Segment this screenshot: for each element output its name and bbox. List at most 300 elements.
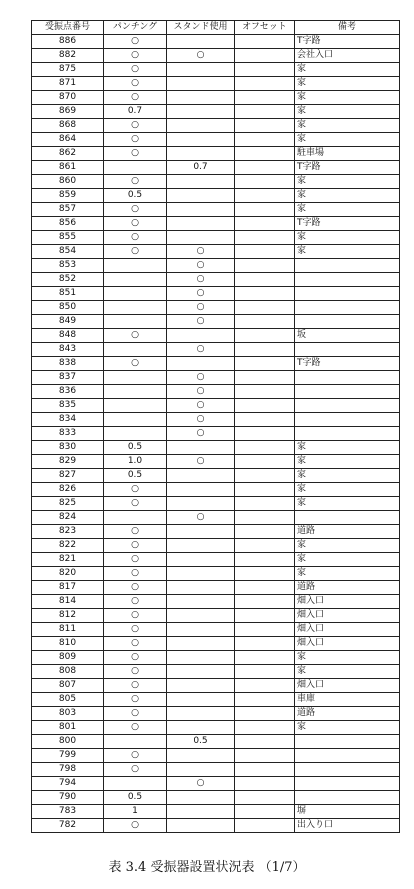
remarks-cell: T字路	[295, 357, 400, 371]
receiver-point-cell: 822	[32, 539, 104, 553]
remarks-cell: 家	[295, 119, 400, 133]
receiver-point-cell: 861	[32, 161, 104, 175]
receiver-point-cell: 830	[32, 441, 104, 455]
remarks-cell: 道路	[295, 525, 400, 539]
remarks-cell: 家	[295, 721, 400, 735]
stand-use-cell	[167, 497, 235, 511]
punching-cell: ○	[104, 49, 167, 63]
offset-cell	[235, 805, 295, 819]
remarks-cell: 家	[295, 455, 400, 469]
punching-cell	[104, 385, 167, 399]
table-row	[32, 175, 400, 189]
stand-use-cell: ○	[167, 427, 235, 441]
receiver-point-cell: 838	[32, 357, 104, 371]
offset-cell	[235, 735, 295, 749]
receiver-point-cell: 850	[32, 301, 104, 315]
offset-cell	[235, 525, 295, 539]
table-row	[32, 315, 400, 329]
remarks-cell	[295, 273, 400, 287]
remarks-cell: T字路	[295, 161, 400, 175]
punching-cell: ○	[104, 483, 167, 497]
table-row	[32, 343, 400, 357]
remarks-cell: 家	[295, 189, 400, 203]
stand-use-cell	[167, 133, 235, 147]
table-row	[32, 679, 400, 693]
offset-cell	[235, 301, 295, 315]
remarks-cell: 家	[295, 539, 400, 553]
punching-cell: ○	[104, 693, 167, 707]
receiver-point-cell: 801	[32, 721, 104, 735]
stand-use-cell	[167, 763, 235, 777]
offset-cell	[235, 203, 295, 217]
receiver-point-cell: 859	[32, 189, 104, 203]
offset-cell	[235, 679, 295, 693]
receiver-point-cell: 871	[32, 77, 104, 91]
receiver-point-cell: 860	[32, 175, 104, 189]
remarks-cell: 車庫	[295, 693, 400, 707]
punching-cell: ○	[104, 91, 167, 105]
receiver-installation-table	[31, 20, 400, 833]
remarks-cell: 家	[295, 665, 400, 679]
stand-use-cell: ○	[167, 511, 235, 525]
receiver-point-cell: 848	[32, 329, 104, 343]
stand-use-cell	[167, 147, 235, 161]
remarks-cell	[295, 315, 400, 329]
receiver-point-cell: 886	[32, 35, 104, 49]
table-row	[32, 637, 400, 651]
table-row	[32, 721, 400, 735]
stand-use-cell	[167, 175, 235, 189]
stand-use-cell	[167, 707, 235, 721]
stand-use-cell	[167, 105, 235, 119]
offset-cell	[235, 539, 295, 553]
stand-use-cell	[167, 693, 235, 707]
table-row	[32, 35, 400, 49]
table-row	[32, 119, 400, 133]
offset-cell	[235, 217, 295, 231]
remarks-cell: 畑入口	[295, 595, 400, 609]
table-row	[32, 301, 400, 315]
punching-cell: ○	[104, 147, 167, 161]
remarks-cell: 家	[295, 105, 400, 119]
offset-cell	[235, 469, 295, 483]
table-row	[32, 749, 400, 763]
table-row	[32, 441, 400, 455]
punching-cell: 1.0	[104, 455, 167, 469]
table-row	[32, 805, 400, 819]
punching-cell: ○	[104, 623, 167, 637]
header-row	[32, 21, 400, 35]
stand-use-cell: ○	[167, 259, 235, 273]
table-row	[32, 217, 400, 231]
remarks-cell: 家	[295, 497, 400, 511]
offset-cell	[235, 511, 295, 525]
stand-use-cell: ○	[167, 287, 235, 301]
stand-use-cell	[167, 623, 235, 637]
remarks-cell: 家	[295, 175, 400, 189]
receiver-point-cell: 812	[32, 609, 104, 623]
punching-cell: ○	[104, 637, 167, 651]
remarks-cell: 家	[295, 231, 400, 245]
receiver-point-cell: 809	[32, 651, 104, 665]
offset-cell	[235, 693, 295, 707]
punching-cell: 0.5	[104, 441, 167, 455]
table-row	[32, 273, 400, 287]
stand-use-cell	[167, 119, 235, 133]
header-receiver-point: 受振点番号	[32, 21, 104, 35]
offset-cell	[235, 161, 295, 175]
stand-use-cell	[167, 203, 235, 217]
receiver-point-cell: 852	[32, 273, 104, 287]
stand-use-cell	[167, 567, 235, 581]
punching-cell	[104, 301, 167, 315]
stand-use-cell: ○	[167, 399, 235, 413]
punching-cell: ○	[104, 119, 167, 133]
stand-use-cell	[167, 231, 235, 245]
remarks-cell: 家	[295, 567, 400, 581]
offset-cell	[235, 343, 295, 357]
table-row	[32, 567, 400, 581]
offset-cell	[235, 819, 295, 833]
offset-cell	[235, 287, 295, 301]
offset-cell	[235, 623, 295, 637]
punching-cell: ○	[104, 175, 167, 189]
table-row	[32, 287, 400, 301]
stand-use-cell	[167, 189, 235, 203]
offset-cell	[235, 399, 295, 413]
stand-use-cell	[167, 819, 235, 833]
offset-cell	[235, 413, 295, 427]
receiver-point-cell: 868	[32, 119, 104, 133]
table-row	[32, 385, 400, 399]
stand-use-cell	[167, 609, 235, 623]
punching-cell	[104, 427, 167, 441]
offset-cell	[235, 175, 295, 189]
receiver-point-cell: 843	[32, 343, 104, 357]
offset-cell	[235, 77, 295, 91]
remarks-cell: 道路	[295, 707, 400, 721]
offset-cell	[235, 455, 295, 469]
stand-use-cell: ○	[167, 301, 235, 315]
remarks-cell: 家	[295, 441, 400, 455]
receiver-point-cell: 854	[32, 245, 104, 259]
punching-cell: 1	[104, 805, 167, 819]
punching-cell: 0.5	[104, 189, 167, 203]
receiver-point-cell: 875	[32, 63, 104, 77]
receiver-point-cell: 857	[32, 203, 104, 217]
offset-cell	[235, 371, 295, 385]
punching-cell	[104, 259, 167, 273]
offset-cell	[235, 581, 295, 595]
punching-cell	[104, 399, 167, 413]
receiver-point-cell: 836	[32, 385, 104, 399]
remarks-cell	[295, 371, 400, 385]
receiver-point-cell: 869	[32, 105, 104, 119]
table-row	[32, 427, 400, 441]
stand-use-cell	[167, 637, 235, 651]
table-row	[32, 469, 400, 483]
table-row	[32, 735, 400, 749]
table-row	[32, 623, 400, 637]
receiver-point-cell: 798	[32, 763, 104, 777]
table-row	[32, 483, 400, 497]
punching-cell	[104, 161, 167, 175]
offset-cell	[235, 791, 295, 805]
stand-use-cell: 0.5	[167, 735, 235, 749]
offset-cell	[235, 385, 295, 399]
offset-cell	[235, 259, 295, 273]
remarks-cell: 家	[295, 77, 400, 91]
remarks-cell: 畑入口	[295, 609, 400, 623]
table-row	[32, 203, 400, 217]
stand-use-cell: ○	[167, 385, 235, 399]
receiver-point-cell: 799	[32, 749, 104, 763]
punching-cell: ○	[104, 819, 167, 833]
receiver-point-cell: 814	[32, 595, 104, 609]
stand-use-cell: ○	[167, 49, 235, 63]
stand-use-cell	[167, 539, 235, 553]
table-row	[32, 609, 400, 623]
remarks-cell	[295, 791, 400, 805]
stand-use-cell	[167, 553, 235, 567]
table-row	[32, 819, 400, 833]
stand-use-cell: ○	[167, 343, 235, 357]
punching-cell	[104, 371, 167, 385]
receiver-point-cell: 835	[32, 399, 104, 413]
remarks-cell: 畑入口	[295, 637, 400, 651]
punching-cell: 0.5	[104, 791, 167, 805]
offset-cell	[235, 273, 295, 287]
punching-cell: ○	[104, 35, 167, 49]
stand-use-cell	[167, 721, 235, 735]
offset-cell	[235, 119, 295, 133]
stand-use-cell	[167, 63, 235, 77]
punching-cell: ○	[104, 525, 167, 539]
remarks-cell: T字路	[295, 217, 400, 231]
stand-use-cell: ○	[167, 273, 235, 287]
punching-cell: ○	[104, 245, 167, 259]
receiver-point-cell: 782	[32, 819, 104, 833]
offset-cell	[235, 595, 295, 609]
remarks-cell	[295, 427, 400, 441]
stand-use-cell: ○	[167, 455, 235, 469]
punching-cell: ○	[104, 749, 167, 763]
table-row	[32, 763, 400, 777]
punching-cell: ○	[104, 497, 167, 511]
stand-use-cell	[167, 665, 235, 679]
receiver-point-cell: 811	[32, 623, 104, 637]
receiver-point-cell: 837	[32, 371, 104, 385]
table-row	[32, 105, 400, 119]
table-row	[32, 63, 400, 77]
table-row	[32, 539, 400, 553]
receiver-point-cell: 833	[32, 427, 104, 441]
offset-cell	[235, 567, 295, 581]
stand-use-cell: ○	[167, 413, 235, 427]
receiver-point-cell: 882	[32, 49, 104, 63]
offset-cell	[235, 427, 295, 441]
punching-cell: ○	[104, 567, 167, 581]
offset-cell	[235, 721, 295, 735]
receiver-point-cell: 862	[32, 147, 104, 161]
punching-cell: ○	[104, 665, 167, 679]
offset-cell	[235, 231, 295, 245]
remarks-cell: 出入り口	[295, 819, 400, 833]
offset-cell	[235, 553, 295, 567]
remarks-cell	[295, 749, 400, 763]
remarks-cell: 駐車場	[295, 147, 400, 161]
stand-use-cell	[167, 525, 235, 539]
table-row	[32, 693, 400, 707]
remarks-cell: 家	[295, 483, 400, 497]
stand-use-cell: 0.7	[167, 161, 235, 175]
remarks-cell	[295, 413, 400, 427]
offset-cell	[235, 777, 295, 791]
offset-cell	[235, 609, 295, 623]
receiver-point-cell: 870	[32, 91, 104, 105]
stand-use-cell	[167, 651, 235, 665]
receiver-point-cell: 820	[32, 567, 104, 581]
stand-use-cell	[167, 805, 235, 819]
receiver-point-cell: 823	[32, 525, 104, 539]
table-row	[32, 133, 400, 147]
remarks-cell: 家	[295, 91, 400, 105]
table-row	[32, 665, 400, 679]
remarks-cell: 坂	[295, 329, 400, 343]
table-row	[32, 245, 400, 259]
offset-cell	[235, 665, 295, 679]
receiver-point-cell: 827	[32, 469, 104, 483]
remarks-cell	[295, 301, 400, 315]
receiver-point-cell: 834	[32, 413, 104, 427]
punching-cell	[104, 343, 167, 357]
table-row	[32, 189, 400, 203]
remarks-cell	[295, 399, 400, 413]
punching-cell: ○	[104, 651, 167, 665]
stand-use-cell	[167, 749, 235, 763]
offset-cell	[235, 189, 295, 203]
table-row	[32, 791, 400, 805]
receiver-point-cell: 800	[32, 735, 104, 749]
remarks-cell	[295, 735, 400, 749]
punching-cell: ○	[104, 679, 167, 693]
punching-cell	[104, 315, 167, 329]
remarks-cell: 家	[295, 553, 400, 567]
offset-cell	[235, 763, 295, 777]
receiver-point-cell: 810	[32, 637, 104, 651]
stand-use-cell: ○	[167, 245, 235, 259]
remarks-cell: 道路	[295, 581, 400, 595]
remarks-cell: 畑入口	[295, 623, 400, 637]
table-row	[32, 595, 400, 609]
table-row	[32, 413, 400, 427]
punching-cell: ○	[104, 553, 167, 567]
punching-cell	[104, 511, 167, 525]
offset-cell	[235, 91, 295, 105]
table-row	[32, 161, 400, 175]
punching-cell: ○	[104, 203, 167, 217]
offset-cell	[235, 707, 295, 721]
table-row	[32, 497, 400, 511]
receiver-point-cell: 849	[32, 315, 104, 329]
header-punching: パンチング	[104, 21, 167, 35]
punching-cell: ○	[104, 763, 167, 777]
offset-cell	[235, 133, 295, 147]
receiver-point-cell: 790	[32, 791, 104, 805]
stand-use-cell	[167, 595, 235, 609]
table-row	[32, 707, 400, 721]
remarks-cell: 家	[295, 133, 400, 147]
table-row	[32, 357, 400, 371]
stand-use-cell: ○	[167, 371, 235, 385]
receiver-point-cell: 803	[32, 707, 104, 721]
remarks-cell: 家	[295, 203, 400, 217]
stand-use-cell	[167, 441, 235, 455]
offset-cell	[235, 357, 295, 371]
offset-cell	[235, 749, 295, 763]
offset-cell	[235, 497, 295, 511]
table-row	[32, 231, 400, 245]
table-row	[32, 371, 400, 385]
offset-cell	[235, 245, 295, 259]
remarks-cell	[295, 259, 400, 273]
table-row	[32, 651, 400, 665]
table-row	[32, 147, 400, 161]
remarks-cell: 家	[295, 245, 400, 259]
remarks-cell: 家	[295, 651, 400, 665]
receiver-point-cell: 864	[32, 133, 104, 147]
stand-use-cell	[167, 91, 235, 105]
table-row	[32, 455, 400, 469]
offset-cell	[235, 441, 295, 455]
punching-cell: 0.7	[104, 105, 167, 119]
punching-cell: ○	[104, 539, 167, 553]
receiver-point-cell: 851	[32, 287, 104, 301]
receiver-point-cell: 853	[32, 259, 104, 273]
remarks-cell	[295, 343, 400, 357]
stand-use-cell: ○	[167, 315, 235, 329]
punching-cell: ○	[104, 357, 167, 371]
remarks-cell: 会社入口	[295, 49, 400, 63]
remarks-cell	[295, 287, 400, 301]
stand-use-cell	[167, 217, 235, 231]
offset-cell	[235, 483, 295, 497]
offset-cell	[235, 637, 295, 651]
table-row	[32, 91, 400, 105]
table-row	[32, 329, 400, 343]
punching-cell	[104, 273, 167, 287]
header-stand-use: スタンド使用	[167, 21, 235, 35]
table-row	[32, 525, 400, 539]
offset-cell	[235, 105, 295, 119]
offset-cell	[235, 63, 295, 77]
receiver-point-cell: 826	[32, 483, 104, 497]
stand-use-cell	[167, 77, 235, 91]
punching-cell: ○	[104, 707, 167, 721]
receiver-point-cell: 808	[32, 665, 104, 679]
stand-use-cell	[167, 679, 235, 693]
punching-cell: ○	[104, 581, 167, 595]
punching-cell: ○	[104, 595, 167, 609]
stand-use-cell	[167, 469, 235, 483]
punching-cell: ○	[104, 77, 167, 91]
table-row	[32, 511, 400, 525]
punching-cell	[104, 777, 167, 791]
receiver-point-cell: 794	[32, 777, 104, 791]
punching-cell: ○	[104, 217, 167, 231]
remarks-cell	[295, 777, 400, 791]
offset-cell	[235, 49, 295, 63]
